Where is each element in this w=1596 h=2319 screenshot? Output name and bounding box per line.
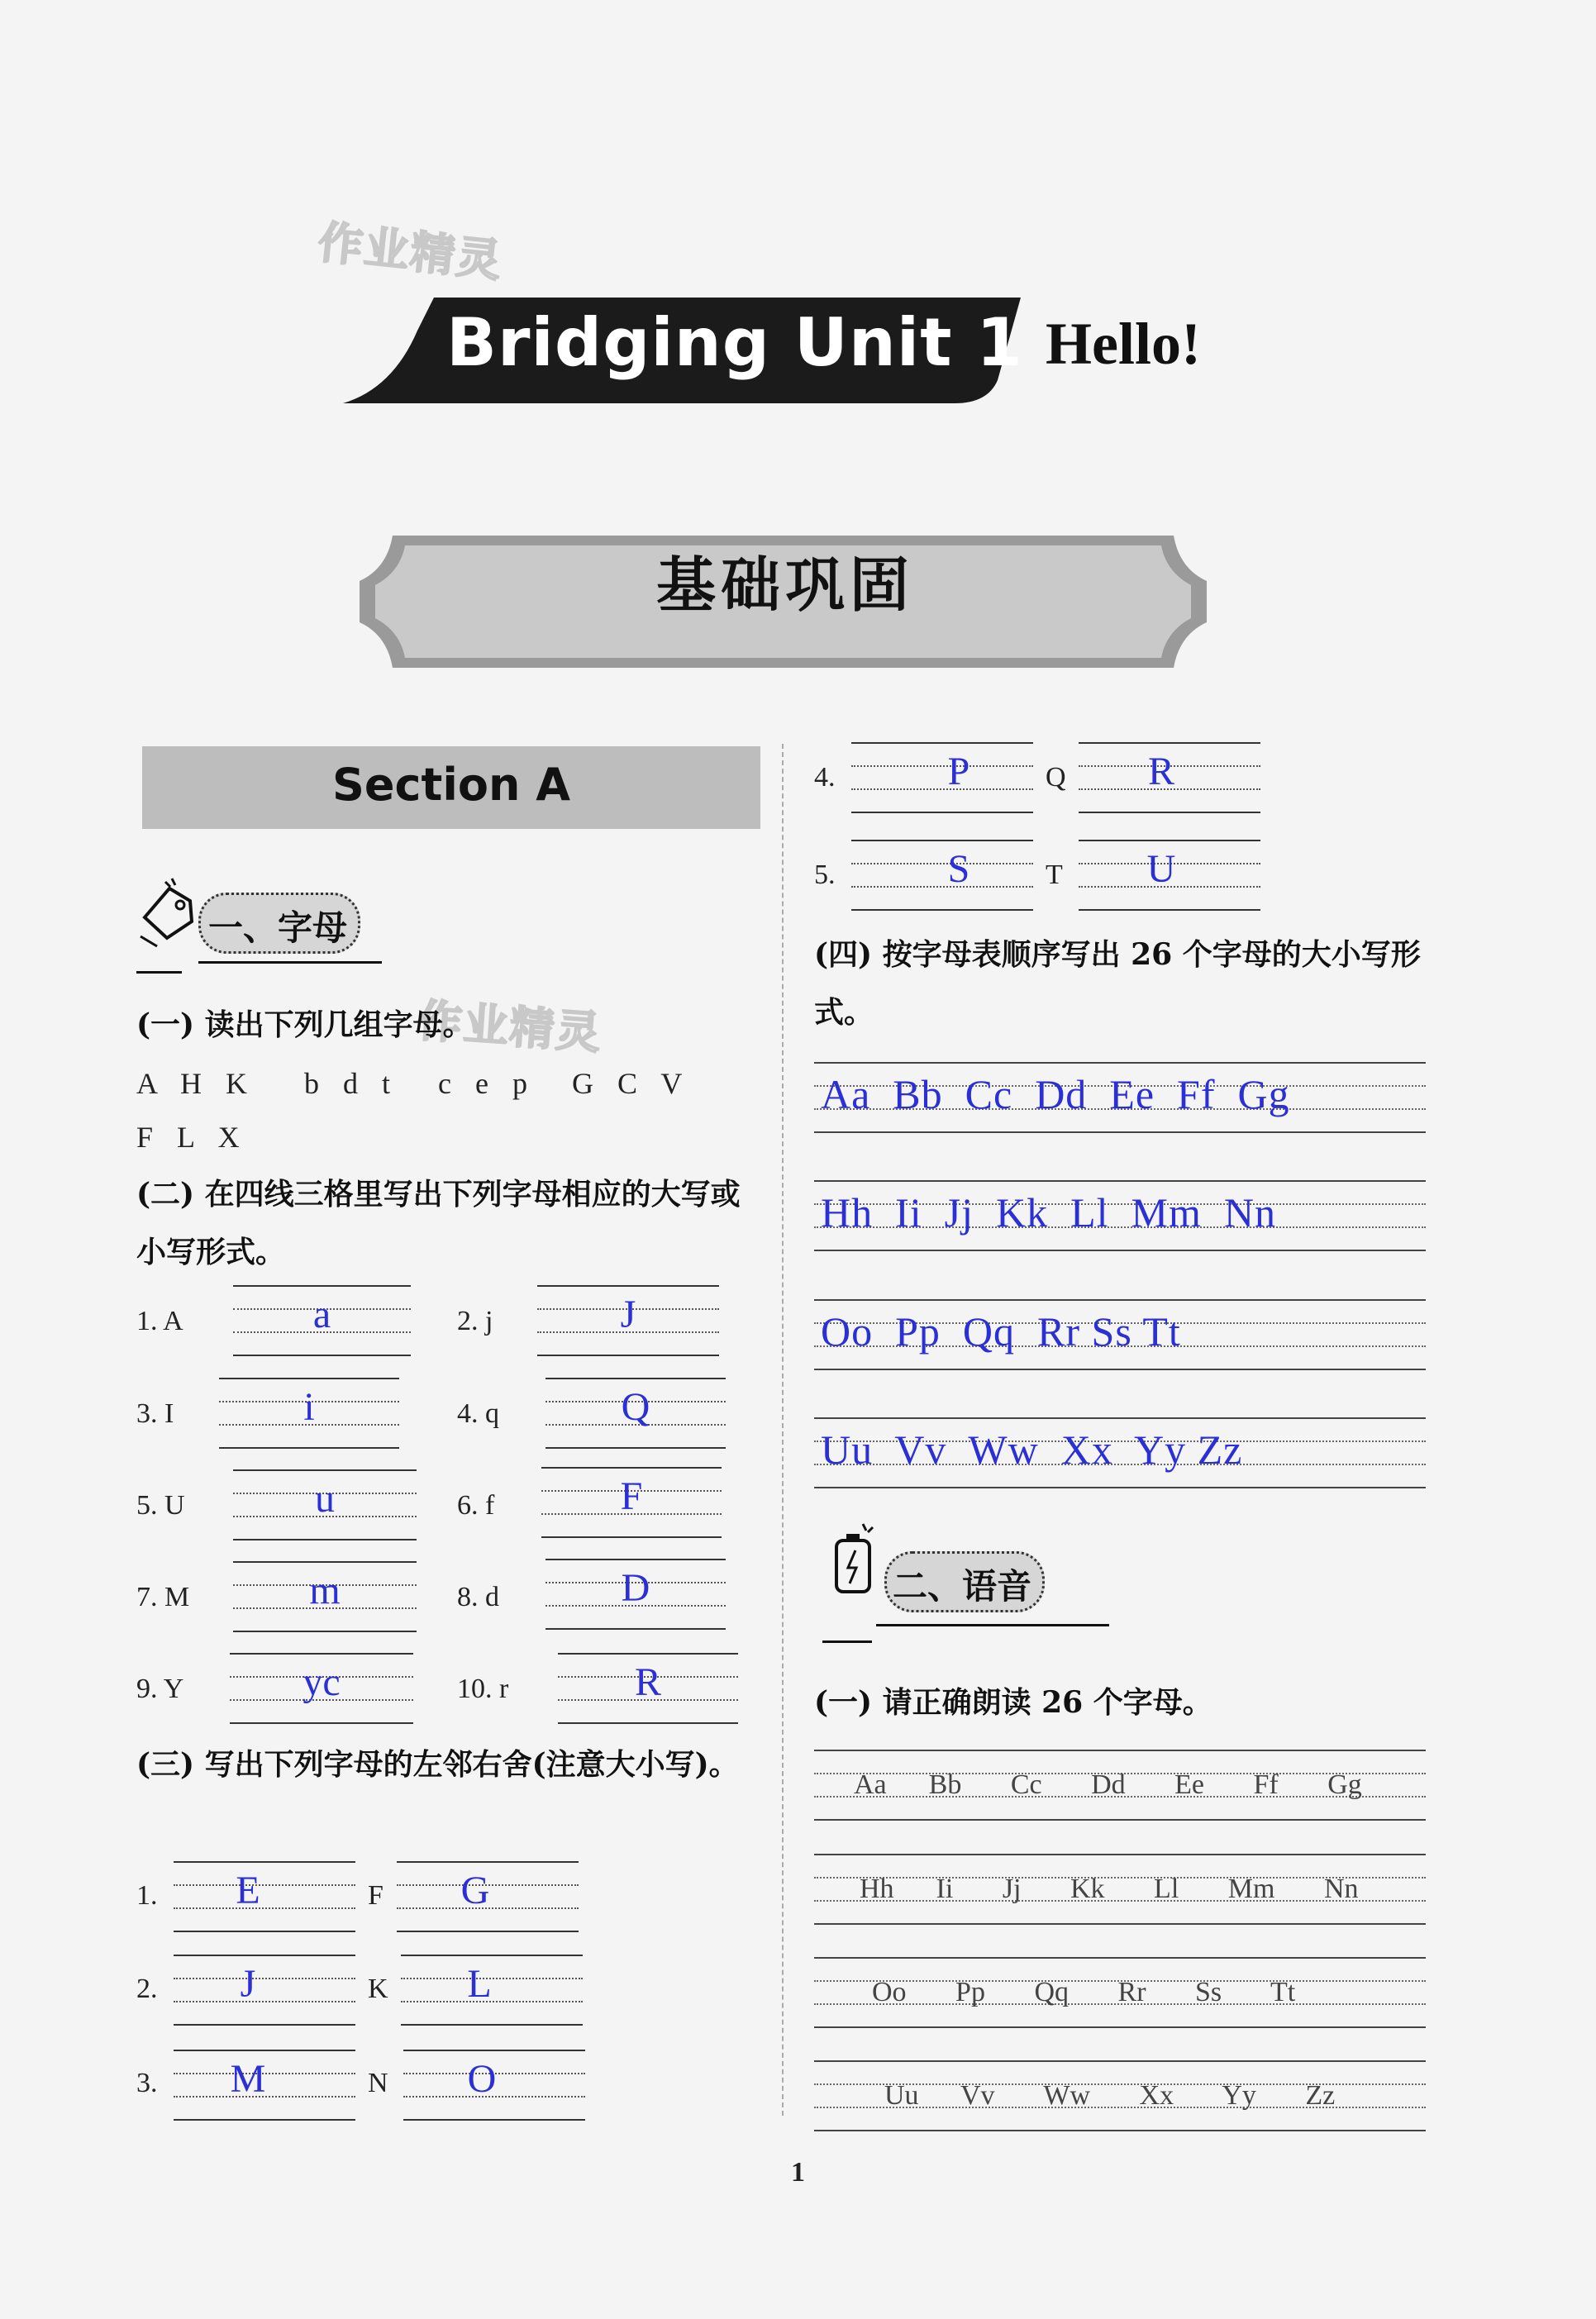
answer-text: U — [1146, 847, 1176, 891]
answer-text: R — [1147, 750, 1174, 793]
unit-subtitle: Hello! — [1046, 311, 1201, 377]
letter-group: c e p — [438, 1067, 536, 1100]
alphabet-line[interactable] — [814, 1062, 1426, 1131]
q2-item-label: 7. M — [136, 1582, 190, 1612]
letter-group: F L X — [136, 1121, 248, 1154]
answer-text: G — [460, 1869, 490, 1912]
q4-instruction: (四) 按字母表顺序写出 26 个字母的大小写形式。 — [814, 937, 1421, 1030]
answer-box[interactable] — [537, 1285, 719, 1355]
reading-line — [814, 1750, 1426, 1819]
answer-box[interactable] — [233, 1469, 417, 1539]
reading-line — [814, 1854, 1426, 1923]
q3-given-letter: T — [1046, 860, 1063, 890]
alphabet-line[interactable] — [814, 1180, 1426, 1250]
alphabet-line[interactable] — [814, 1299, 1426, 1369]
q3-item-label: 3. — [136, 2068, 158, 2098]
answer-text: S — [947, 847, 970, 891]
answer-box[interactable] — [403, 2050, 585, 2119]
answer-text: u — [315, 1477, 335, 1521]
q3-given-letter: K — [368, 1974, 388, 2004]
alphabet-answer: Hh Ii Jj Kk Ll Mm Nn — [821, 1189, 1276, 1236]
part1-heading: 一、字母 — [208, 907, 348, 948]
q2-item-label: 9. Y — [136, 1674, 184, 1704]
alphabet-answer: Oo Pp Qq Rr Ss Tt — [821, 1308, 1181, 1355]
answer-box[interactable] — [230, 1653, 413, 1722]
part2-heading: 二、语音 — [893, 1566, 1032, 1607]
answer-text: L — [467, 1962, 492, 2006]
answer-text: i — [303, 1385, 315, 1429]
column-divider — [782, 744, 784, 2116]
part2-underline-short — [822, 1640, 872, 1643]
q3-item-label: 2. — [136, 1974, 158, 2004]
answer-box[interactable] — [219, 1378, 399, 1447]
answer-text: yc — [303, 1660, 341, 1704]
answer-box[interactable] — [851, 742, 1033, 812]
watermark-mid: 作业精灵 — [415, 994, 604, 1060]
answer-box[interactable] — [174, 2050, 355, 2119]
part1-underline — [198, 961, 382, 964]
q3-item-label: 1. — [136, 1880, 158, 1911]
q2-item-label: 6. f — [457, 1490, 495, 1521]
part1-underline-short — [136, 971, 182, 974]
alphabet-answer: Uu Vv Ww Xx Yy Zz — [821, 1426, 1243, 1473]
answer-box[interactable] — [401, 1955, 583, 2024]
reading-line — [814, 1957, 1426, 2026]
unit-title: Bridging Unit 1 — [446, 304, 1023, 381]
q3-given-letter: N — [368, 2068, 388, 2098]
answer-text: m — [309, 1569, 341, 1612]
answer-box[interactable] — [545, 1559, 726, 1628]
q3-item-label: 4. — [814, 762, 836, 793]
answer-box[interactable] — [1079, 742, 1260, 812]
page-number: 1 — [791, 2157, 805, 2188]
q3-instruction: (三) 写出下列字母的左邻右舍(注意大小写)。 — [136, 1747, 739, 1782]
answer-text: D — [621, 1566, 650, 1610]
answer-text: O — [467, 2057, 497, 2101]
answer-text: E — [236, 1869, 260, 1912]
q2-item-label: 5. U — [136, 1490, 185, 1521]
answer-text: P — [947, 750, 970, 793]
reading-letters: Aa Bb Cc Dd Ee Ff Gg — [854, 1769, 1362, 1800]
answer-text: J — [240, 1962, 256, 2006]
battery-icon — [827, 1522, 884, 1613]
answer-text: R — [634, 1660, 661, 1704]
q3-item-label: 5. — [814, 860, 836, 890]
answer-box[interactable] — [233, 1561, 417, 1631]
answer-box[interactable] — [558, 1653, 738, 1722]
watermark-top: 作业精灵 — [315, 216, 506, 288]
letter-group: b d t — [304, 1067, 399, 1100]
answer-text: J — [620, 1293, 636, 1336]
reading-letters: Hh Ii Jj Kk Ll Mm Nn — [860, 1874, 1359, 1904]
tag-icon — [132, 872, 202, 950]
answer-box[interactable] — [541, 1467, 722, 1536]
q2-item-label: 8. d — [457, 1582, 499, 1612]
section-label: Section A — [332, 759, 570, 811]
q2-item-label: 4. q — [457, 1398, 499, 1429]
answer-text: a — [312, 1293, 331, 1336]
alphabet-answer: Aa Bb Cc Dd Ee Ff Gg — [821, 1071, 1290, 1117]
reading-letters: Uu Vv Ww Xx Yy Zz — [884, 2080, 1336, 2111]
part2-underline — [876, 1624, 1109, 1626]
letter-group: G C V — [572, 1067, 691, 1100]
answer-box[interactable] — [233, 1285, 411, 1355]
q2-item-label: 2. j — [457, 1306, 493, 1336]
q1-instruction: (一) 读出下列几组字母。 — [136, 1007, 473, 1042]
answer-box[interactable] — [545, 1378, 726, 1447]
q3-given-letter: F — [368, 1880, 384, 1911]
answer-text: Q — [621, 1385, 650, 1429]
q2-item-label: 1. A — [136, 1306, 183, 1336]
q2-item-label: 10. r — [457, 1674, 509, 1704]
part2-q1-instruction: (一) 请正确朗读 26 个字母。 — [814, 1685, 1212, 1720]
alphabet-line[interactable] — [814, 1417, 1426, 1487]
reading-line — [814, 2060, 1426, 2130]
answer-box[interactable] — [1079, 840, 1260, 909]
q3-given-letter: Q — [1046, 762, 1066, 793]
answer-box[interactable] — [174, 1861, 355, 1931]
q2-item-label: 3. I — [136, 1398, 174, 1429]
q2-instruction: (二) 在四线三格里写出下列字母相应的大写或小写形式。 — [136, 1177, 741, 1269]
answer-box[interactable] — [174, 1955, 355, 2024]
answer-box[interactable] — [397, 1861, 579, 1931]
banner-title: 基础巩固 — [655, 550, 914, 620]
letter-group: A H K — [136, 1067, 256, 1100]
answer-text: F — [620, 1474, 643, 1518]
reading-letters: Oo Pp Qq Rr Ss Tt — [872, 1977, 1296, 2007]
answer-text: M — [230, 2057, 266, 2101]
answer-box[interactable] — [851, 840, 1033, 909]
